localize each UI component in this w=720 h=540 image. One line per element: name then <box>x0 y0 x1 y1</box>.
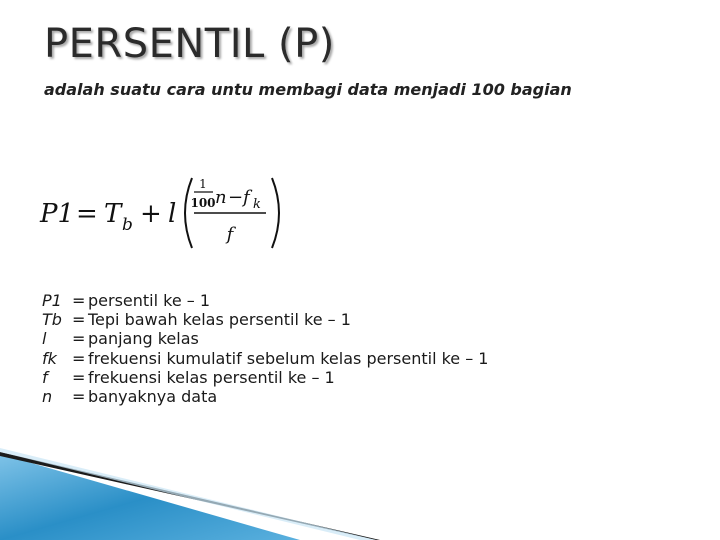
definition-description: Tepi bawah kelas persentil ke – 1 <box>88 310 351 330</box>
formula-fk-sub: k <box>253 197 261 212</box>
definition-row <box>42 368 488 387</box>
formula-denominator: f <box>226 224 234 245</box>
formula-tb-sub: b <box>122 215 133 235</box>
formula-frac-num: 1 <box>199 177 207 191</box>
definition-row <box>42 291 488 310</box>
definition-equals: = <box>72 367 86 387</box>
formula-minus: − <box>228 187 244 208</box>
definition-description: frekuensi kelas persentil ke – 1 <box>88 367 335 387</box>
definition-equals: = <box>72 386 86 406</box>
formula-equals: = <box>76 199 98 229</box>
definition-description: persentil ke – 1 <box>88 291 211 310</box>
definition-equals: = <box>72 329 86 349</box>
formula-fk: f <box>243 187 250 208</box>
formula-n: n <box>215 187 227 208</box>
definition-symbol: f <box>42 367 48 387</box>
definition-description: banyaknya data <box>88 386 218 406</box>
definition-symbol: P1 <box>42 291 62 310</box>
blue-wedge <box>0 454 300 540</box>
formula-plus: + <box>140 199 162 229</box>
definition-equals: = <box>72 310 86 330</box>
definition-row <box>42 387 488 406</box>
definition-description: panjang kelas <box>88 329 199 349</box>
definition-equals: = <box>72 291 86 310</box>
definition-symbol: l <box>42 329 47 349</box>
formula-frac-den: 100 <box>190 196 216 210</box>
decorative-corner-shape <box>0 440 380 540</box>
definition-symbol: n <box>42 386 53 406</box>
definition-row <box>42 349 488 368</box>
formula-tb: T <box>104 199 122 229</box>
definition-row <box>42 329 488 348</box>
formula-lhs: P1 <box>40 199 75 229</box>
page-title: PERSENTIL (P) <box>44 21 335 67</box>
persentil-formula <box>36 168 316 254</box>
formula-l: l <box>168 199 177 229</box>
definition-row <box>42 310 488 329</box>
definition-equals: = <box>72 348 86 368</box>
definition-symbol: fk <box>42 348 57 368</box>
left-paren <box>185 178 192 248</box>
definition-description: frekuensi kumulatif sebelum kelas persentil ke – 1 <box>88 348 489 368</box>
right-paren <box>272 178 279 248</box>
subtitle: adalah suatu cara untu membagi data menjadi 100 bagian <box>44 80 572 99</box>
definitions-list <box>42 291 488 406</box>
definition-symbol: Tb <box>42 310 62 330</box>
